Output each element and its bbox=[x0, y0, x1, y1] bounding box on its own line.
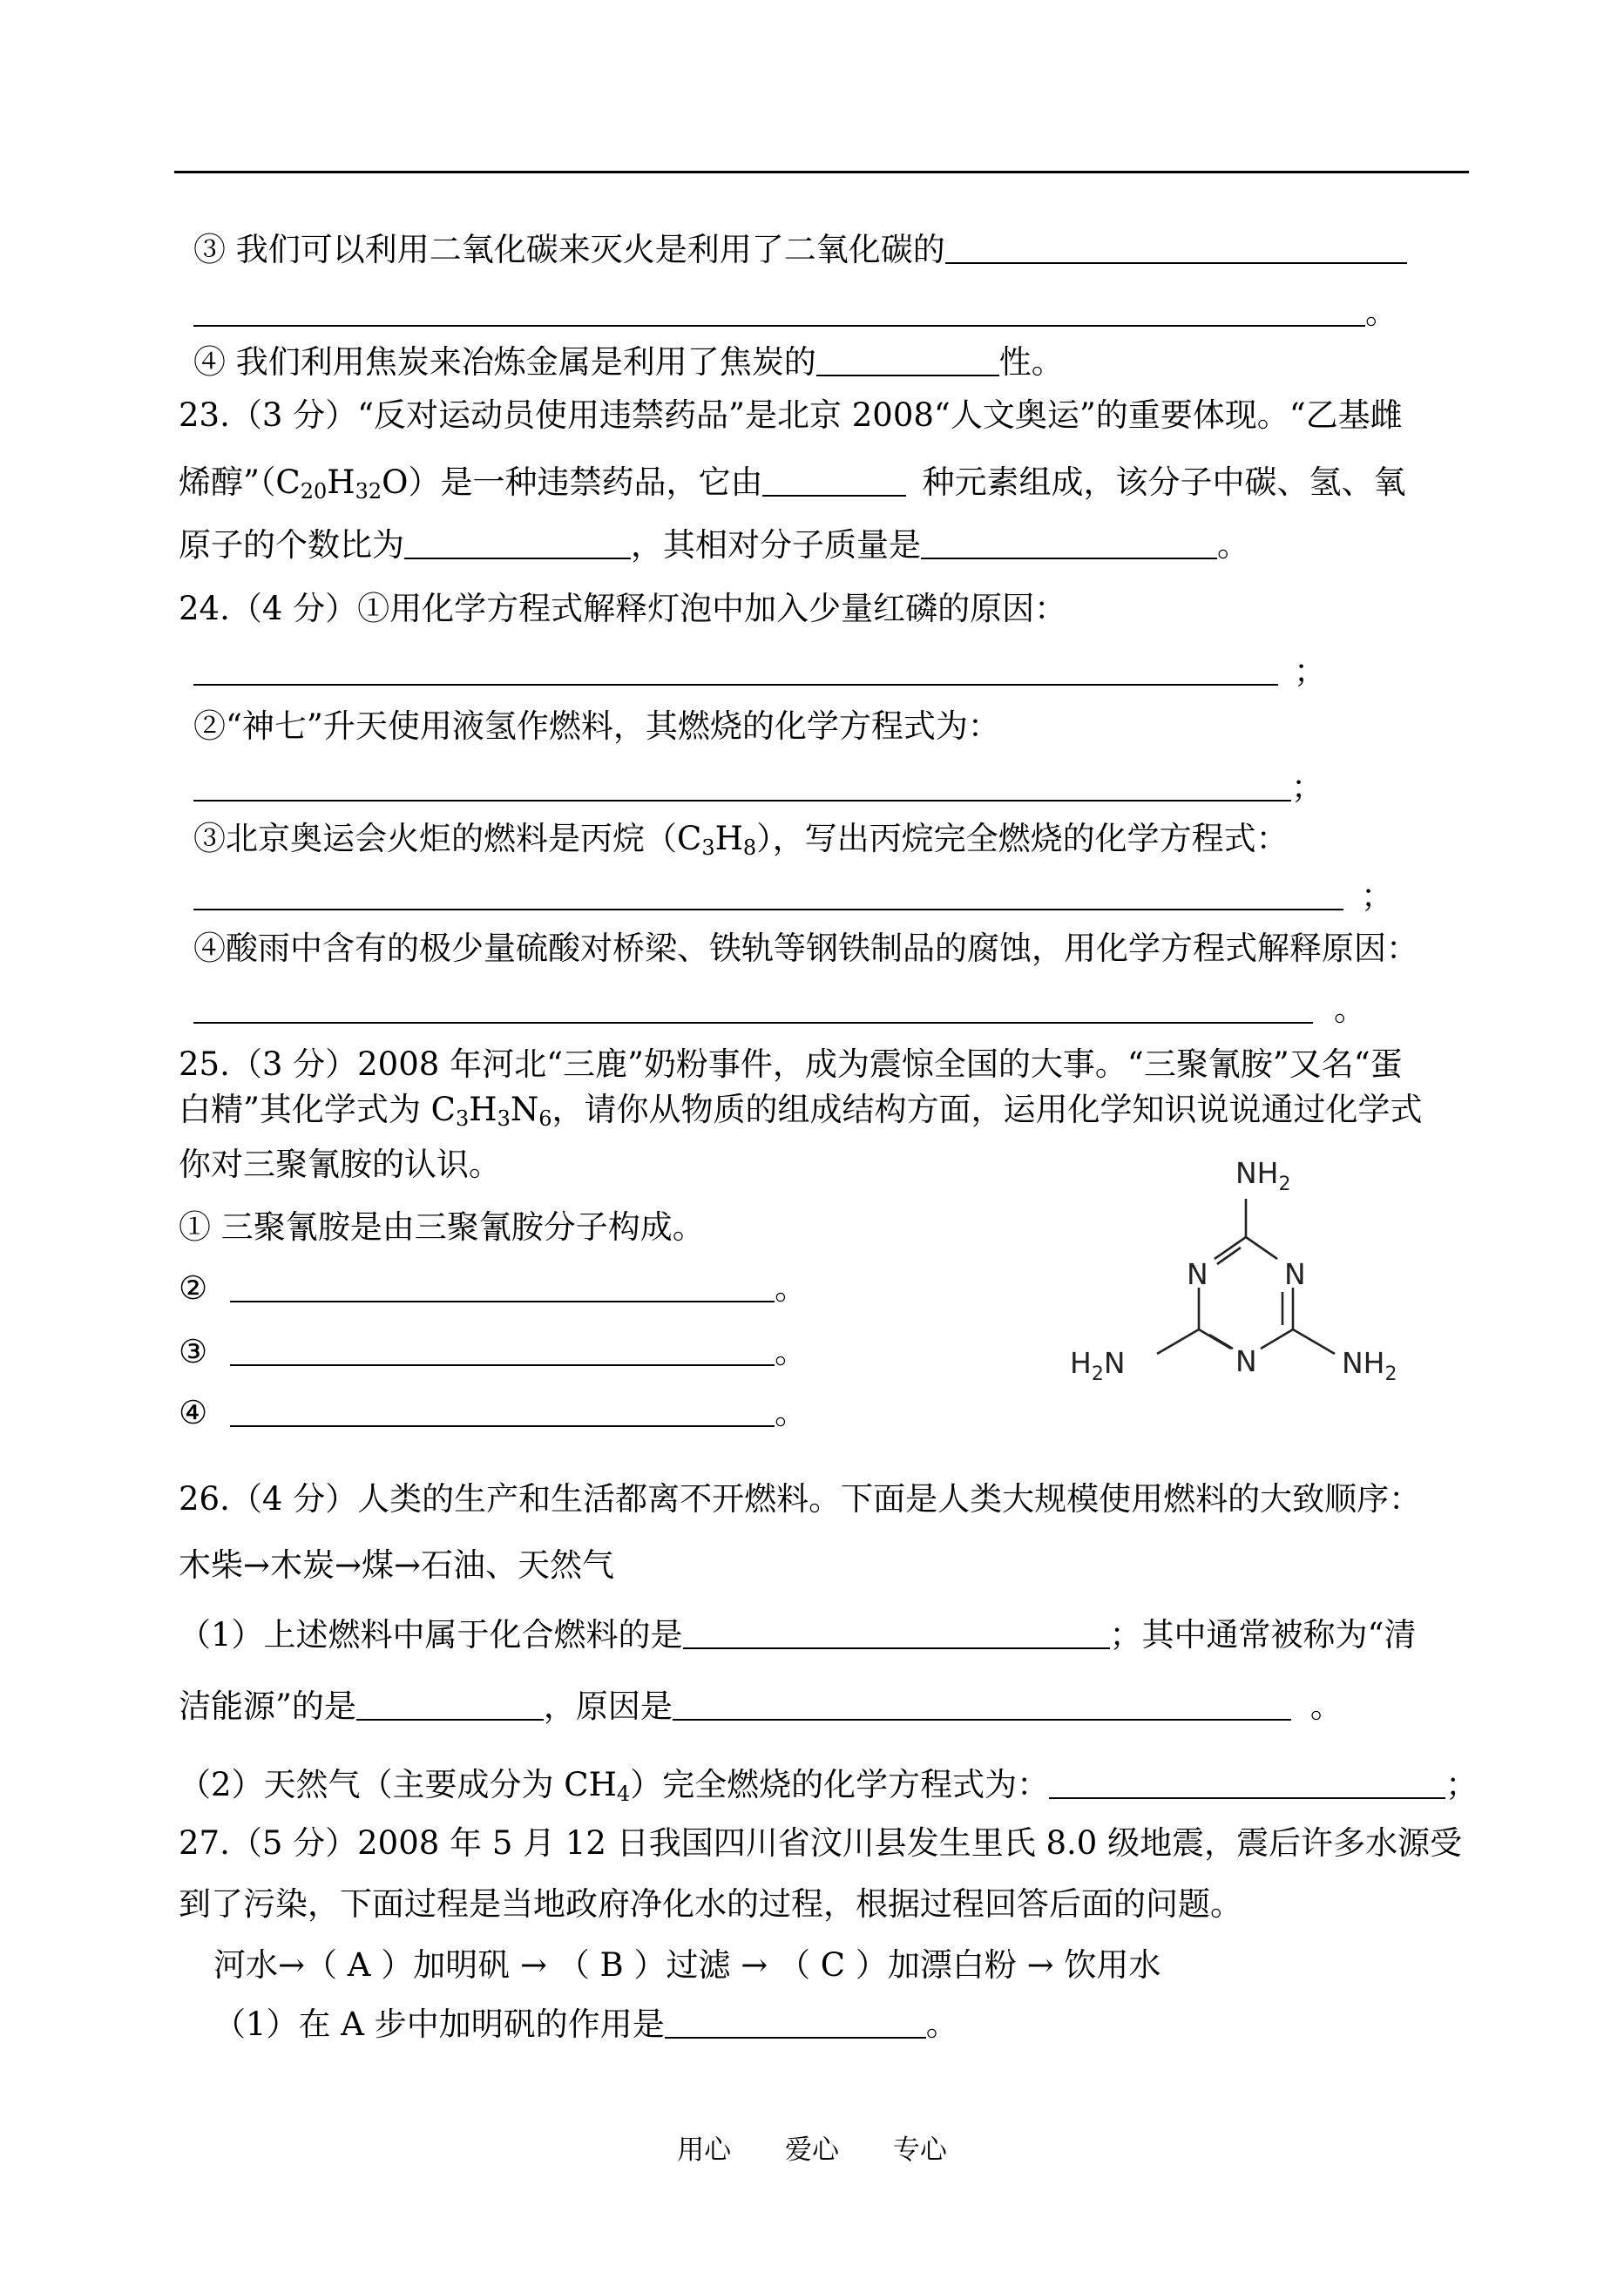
q26-line1: 26.（4 分）人类的生产和生活都离不开燃料。下面是人类大规模使用燃料的大致顺序： bbox=[179, 1480, 1422, 1518]
circled-number: ③ bbox=[179, 1333, 208, 1370]
answer-blank[interactable] bbox=[683, 1647, 1110, 1649]
q24-blank2 bbox=[193, 768, 1323, 806]
q27-question1 bbox=[213, 2006, 958, 2043]
q26-text: （2）天然气（主要成分为 CH bbox=[179, 1766, 617, 1803]
q25-text: ，请你从物质的组成结构方面，运用化学知识说说通过化学式 bbox=[551, 1091, 1423, 1128]
q26-line2: 木柴→木炭→煤→石油、天然气 bbox=[179, 1546, 615, 1584]
q24-line2: ②“神七”升天使用液氢作燃料，其燃烧的化学方程式为： bbox=[193, 707, 1000, 745]
q22-item3-text: ③ 我们可以利用二氧化碳来灭火是利用了二氧化碳的 bbox=[193, 231, 945, 268]
q25-item3 bbox=[179, 1333, 808, 1370]
q24-blank1 bbox=[193, 653, 1326, 690]
semicolon: ； bbox=[1445, 1766, 1479, 1803]
q27-text: （1）在 A 步中加明矾的作用是 bbox=[213, 2006, 665, 2043]
q24-blank3 bbox=[193, 877, 1393, 915]
page-footer bbox=[0, 2127, 1624, 2167]
q26-text: ；其中通常被称为“清 bbox=[1109, 1616, 1417, 1654]
ring-nitrogen-left: N bbox=[1187, 1257, 1208, 1291]
header-rule bbox=[174, 171, 1469, 173]
q25-line1: 25.（3 分）2008 年河北“三鹿”奶粉事件，成为震惊全国的大事。“三聚氰胺”又名“蛋 bbox=[179, 1045, 1403, 1083]
amine-label-left: $H_2N$ bbox=[1070, 1346, 1126, 1385]
q22-item3-line bbox=[193, 233, 1407, 266]
q26-text: 洁能源”的是 bbox=[179, 1688, 356, 1725]
q26-line5 bbox=[179, 1766, 1479, 1806]
q23-text: ，其相对分子质量是 bbox=[631, 526, 921, 564]
q23-text: H bbox=[327, 463, 355, 501]
q24-line1: 24.（4 分）①用化学方程式解释灯泡中加入少量红磷的原因： bbox=[179, 590, 1067, 627]
semicolon: ； bbox=[1291, 768, 1323, 806]
answer-blank[interactable] bbox=[762, 494, 906, 497]
period: 。 bbox=[775, 1394, 808, 1431]
answer-blank[interactable] bbox=[945, 261, 1407, 264]
q25-item2 bbox=[179, 1269, 808, 1307]
circled-number: ② bbox=[179, 1269, 208, 1307]
period: 。 bbox=[1334, 991, 1366, 1028]
q22-item4-text: ④ 我们利用焦炭来冶炼金属是利用了焦炭的 bbox=[193, 343, 816, 381]
subscript: 3 bbox=[456, 1106, 470, 1131]
q23-line2 bbox=[179, 463, 1406, 504]
q26-line3 bbox=[179, 1616, 1417, 1654]
q22-item3-line2 bbox=[193, 294, 1397, 331]
ring-nitrogen-bottom: N bbox=[1235, 1344, 1257, 1378]
period: 。 bbox=[1309, 1688, 1343, 1725]
footer-text: 用心 bbox=[677, 2134, 732, 2166]
answer-blank[interactable] bbox=[356, 1718, 544, 1721]
period: 。 bbox=[925, 2006, 958, 2043]
subscript: 20 bbox=[300, 479, 328, 504]
q23-text: 原子的个数比为 bbox=[179, 526, 404, 564]
q23-line1: 23.（3 分）“反对运动员使用违禁药品”是北京 2008“人文奥运”的重要体现。“乙基雌 bbox=[179, 396, 1403, 434]
q26-text: ，原因是 bbox=[543, 1688, 673, 1725]
q25-text: 白精”其化学式为 C bbox=[179, 1091, 456, 1128]
answer-blank[interactable] bbox=[673, 1718, 1291, 1721]
q26-line4 bbox=[179, 1688, 1343, 1725]
answer-blank[interactable] bbox=[816, 374, 999, 376]
answer-blank[interactable] bbox=[193, 908, 1343, 910]
amine-label: $NH_2$ bbox=[1235, 1156, 1291, 1195]
footer-text: 爱心 bbox=[785, 2134, 839, 2166]
period: 。 bbox=[775, 1333, 808, 1370]
answer-blank[interactable] bbox=[230, 1424, 775, 1427]
ring-nitrogen-right: N bbox=[1284, 1257, 1306, 1291]
answer-blank[interactable] bbox=[1049, 1796, 1445, 1799]
subscript: 6 bbox=[538, 1106, 552, 1131]
answer-blank[interactable] bbox=[193, 683, 1278, 686]
subscript: 4 bbox=[616, 1782, 631, 1806]
q23-text: 烯醇”（C bbox=[179, 463, 301, 501]
q24-line3 bbox=[193, 820, 1289, 860]
q25-item1: ① 三聚氰胺是由三聚氰胺分子构成。 bbox=[179, 1208, 705, 1246]
semicolon: ； bbox=[1294, 653, 1326, 690]
circled-number: ④ bbox=[179, 1394, 208, 1431]
q26-text: ）完全燃烧的化学方程式为： bbox=[630, 1766, 1050, 1803]
period: 。 bbox=[775, 1269, 808, 1307]
subscript: 8 bbox=[742, 835, 757, 860]
q25-text: H bbox=[469, 1091, 497, 1128]
answer-blank[interactable] bbox=[665, 2036, 926, 2039]
q23-text: O）是一种违禁药品，它由 bbox=[382, 463, 763, 501]
q24-text: ），写出丙烷完全燃烧的化学方程式： bbox=[756, 820, 1289, 857]
period: 。 bbox=[1365, 294, 1397, 331]
answer-blank[interactable] bbox=[230, 1363, 775, 1366]
q22-item4-suffix: 性。 bbox=[998, 343, 1064, 381]
q24-line4: ④酸雨中含有的极少量硫酸对桥梁、铁轨等钢铁制品的腐蚀，用化学方程式解释原因： bbox=[193, 930, 1418, 967]
q24-text: ③北京奥运会火炬的燃料是丙烷（C bbox=[193, 820, 702, 857]
amine-label-right: $NH_2$ bbox=[1342, 1346, 1397, 1385]
footer-text: 专心 bbox=[892, 2134, 947, 2166]
answer-blank[interactable] bbox=[193, 1021, 1313, 1024]
q26-text: （1）上述燃料中属于化合燃料的是 bbox=[179, 1616, 683, 1654]
answer-blank[interactable] bbox=[404, 557, 631, 559]
subscript: 3 bbox=[497, 1106, 511, 1131]
melamine-structure-diagram bbox=[1054, 1148, 1455, 1444]
answer-blank[interactable] bbox=[230, 1300, 775, 1302]
q27-line2: 到了污染，下面过程是当地政府净化水的过程，根据过程回答后面的问题。 bbox=[179, 1885, 1242, 1923]
subscript: 32 bbox=[355, 479, 382, 504]
q25-text: N bbox=[510, 1091, 539, 1128]
semicolon: ； bbox=[1361, 877, 1393, 915]
q22-item4-line bbox=[193, 343, 1064, 381]
q27-line1: 27.（5 分）2008 年 5 月 12 日我国四川省汶川县发生里氏 8.0 级地震，震后许多水源受 bbox=[179, 1824, 1463, 1862]
q24-blank4 bbox=[193, 991, 1366, 1028]
q24-text: H bbox=[714, 820, 743, 857]
q25-item4 bbox=[179, 1394, 808, 1431]
q23-line3 bbox=[179, 526, 1249, 564]
subscript: 3 bbox=[701, 835, 715, 860]
q23-text: 种元素组成，该分子中碳、氢、氧 bbox=[922, 463, 1406, 501]
q25-line2 bbox=[179, 1091, 1423, 1131]
answer-blank[interactable] bbox=[921, 557, 1217, 559]
answer-blank[interactable] bbox=[193, 799, 1291, 802]
answer-blank[interactable] bbox=[193, 324, 1365, 327]
q27-process-flow: 河水→（ A ）加明矾 → （ B ）过滤 → （ C ）加漂白粉 → 饮用水 bbox=[213, 1946, 1161, 1984]
q25-line3: 你对三聚氰胺的认识。 bbox=[179, 1146, 501, 1183]
period: 。 bbox=[1217, 526, 1249, 564]
